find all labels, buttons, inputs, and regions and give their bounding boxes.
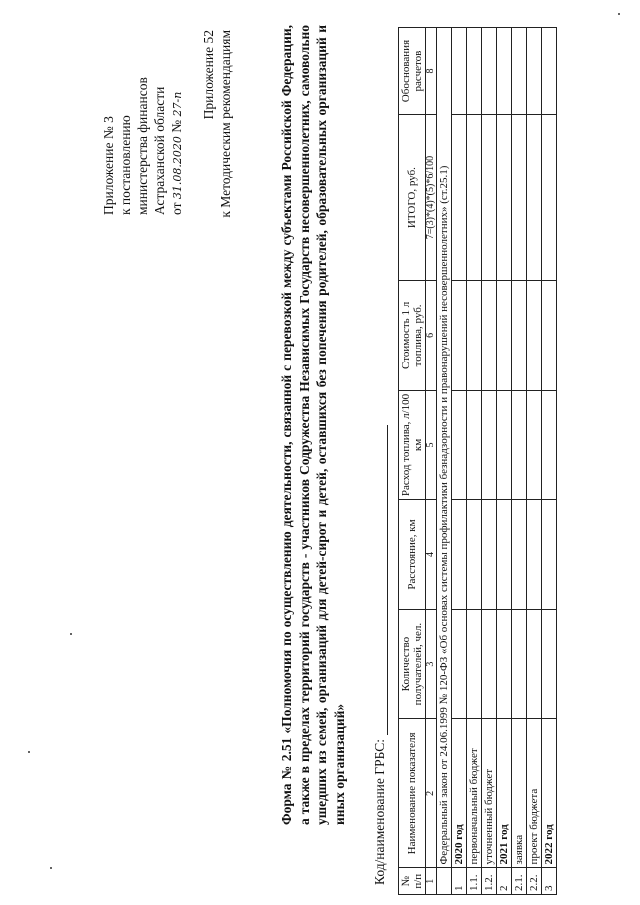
row-name: первоначальный бюджет bbox=[467, 719, 482, 868]
law-row bbox=[437, 28, 452, 895]
row-number: 1.2. bbox=[482, 868, 497, 895]
empty-cell bbox=[467, 115, 482, 281]
empty-cell bbox=[512, 609, 527, 719]
empty-cell bbox=[482, 28, 497, 115]
empty-cell bbox=[467, 281, 482, 391]
form-title: Форма № 2.51 «Полномочия по осуществлению деятельности, связанной с перевозкой между субъектами Российской Федерации, а также в пределах территорий государств - участников Содружества Независимых Государств несовершеннолетних, самовольно ушедших из семей, организаций для детей-сирот и детей, оставшихся без попечения родителей, образовательных организаций и иных организаций» bbox=[279, 25, 347, 825]
empty-cell bbox=[512, 115, 527, 281]
empty-cell bbox=[542, 390, 557, 500]
header-cell: Стоимость 1 л топлива, руб. bbox=[399, 281, 426, 391]
row-name: уточненный бюджет bbox=[482, 719, 497, 868]
appendix-number-sign: № bbox=[169, 119, 184, 133]
empty-cell bbox=[482, 500, 497, 610]
empty-cell bbox=[527, 28, 542, 115]
row-number: 1.1. bbox=[467, 868, 482, 895]
empty-cell bbox=[467, 609, 482, 719]
table-row bbox=[512, 28, 527, 895]
scan-speck bbox=[618, 13, 620, 15]
empty-cell bbox=[512, 281, 527, 391]
header-cell: ИТОГО, руб. bbox=[399, 115, 426, 281]
column-number: 7=(3)*(4)*(5)*6/100 bbox=[426, 115, 437, 281]
appendix-line-3: министерства финансов bbox=[135, 77, 150, 215]
table-row bbox=[452, 28, 467, 895]
row-number: 2.1. bbox=[512, 868, 527, 895]
empty-cell bbox=[482, 281, 497, 391]
row-name: проект бюджета bbox=[527, 719, 542, 868]
row-number: 1 bbox=[452, 868, 467, 895]
appendix-line-2: к постановлению bbox=[118, 115, 133, 215]
header-cell: Расход топлива, л/100 км bbox=[399, 390, 426, 500]
header-cell: Наименование показателя bbox=[399, 719, 426, 868]
empty-cell bbox=[482, 390, 497, 500]
empty-cell bbox=[497, 390, 512, 500]
appendix-block bbox=[100, 35, 186, 215]
empty-cell bbox=[467, 28, 482, 115]
column-number: 3 bbox=[426, 609, 437, 719]
appendix-52-line-2: к Методическим рекомендациям bbox=[218, 30, 233, 218]
appendix-line-1: Приложение № 3 bbox=[101, 116, 116, 215]
appendix-52-line-1: Приложение 52 bbox=[201, 30, 216, 120]
row-name: 2022 год bbox=[542, 719, 557, 868]
empty-cell bbox=[482, 115, 497, 281]
empty-cell bbox=[452, 390, 467, 500]
empty-cell bbox=[497, 115, 512, 281]
row-number: 3 bbox=[542, 868, 557, 895]
empty-cell bbox=[452, 115, 467, 281]
empty-cell bbox=[452, 28, 467, 115]
empty-cell bbox=[527, 115, 542, 281]
row-name: 2021 год bbox=[497, 719, 512, 868]
empty-cell bbox=[527, 390, 542, 500]
handwritten-number: 27-п bbox=[171, 91, 184, 117]
form-table bbox=[398, 27, 557, 895]
empty-cell bbox=[527, 609, 542, 719]
table-row bbox=[542, 28, 557, 895]
header-cell: Расстояние, км bbox=[399, 500, 426, 610]
grbs-field bbox=[372, 425, 388, 885]
law-empty-cell bbox=[437, 868, 452, 895]
appendix-52-block bbox=[200, 30, 234, 265]
row-number: 2.2. bbox=[527, 868, 542, 895]
column-number: 4 bbox=[426, 500, 437, 610]
empty-cell bbox=[542, 500, 557, 610]
appendix-date-line bbox=[168, 35, 186, 215]
empty-cell bbox=[527, 281, 542, 391]
empty-cell bbox=[542, 609, 557, 719]
scan-speck bbox=[50, 867, 52, 869]
column-number-row bbox=[426, 28, 437, 895]
empty-cell bbox=[452, 609, 467, 719]
grbs-label: Код/наименование ГРБС: bbox=[372, 739, 387, 885]
table-row bbox=[527, 28, 542, 895]
empty-cell bbox=[542, 281, 557, 391]
scan-speck bbox=[28, 751, 30, 753]
appendix-line-4: Астраханской области bbox=[152, 86, 167, 215]
empty-cell bbox=[452, 281, 467, 391]
table-row bbox=[497, 28, 512, 895]
column-number: 8 bbox=[426, 28, 437, 115]
column-number: 1 bbox=[426, 868, 437, 895]
header-cell: Количество получателей, чел. bbox=[399, 609, 426, 719]
empty-cell bbox=[467, 390, 482, 500]
table-row bbox=[467, 28, 482, 895]
empty-cell bbox=[467, 500, 482, 610]
grbs-underline bbox=[387, 425, 388, 735]
empty-cell bbox=[512, 390, 527, 500]
empty-cell bbox=[497, 609, 512, 719]
row-name: 2020 год bbox=[452, 719, 467, 868]
column-number: 2 bbox=[426, 719, 437, 868]
empty-cell bbox=[542, 28, 557, 115]
empty-cell bbox=[527, 500, 542, 610]
row-name: заявка bbox=[512, 719, 527, 868]
header-cell: Обоснования расчетов bbox=[399, 28, 426, 115]
empty-cell bbox=[452, 500, 467, 610]
appendix-from: от bbox=[169, 202, 184, 215]
row-number: 2 bbox=[497, 868, 512, 895]
law-cell: Федеральный закон от 24.06.1999 № 120-ФЗ «Об основах системы профилактики безнадзорности и правонарушений несовершеннолетних» (ст.25.1) bbox=[437, 28, 452, 868]
column-number: 5 bbox=[426, 390, 437, 500]
empty-cell bbox=[497, 500, 512, 610]
header-cell: № п/п bbox=[399, 868, 426, 895]
empty-cell bbox=[512, 28, 527, 115]
empty-cell bbox=[512, 500, 527, 610]
header-row bbox=[399, 28, 426, 895]
handwritten-date: 31.08.2020 bbox=[171, 136, 184, 200]
table-row bbox=[482, 28, 497, 895]
empty-cell bbox=[542, 115, 557, 281]
column-number: 6 bbox=[426, 281, 437, 391]
empty-cell bbox=[497, 281, 512, 391]
empty-cell bbox=[497, 28, 512, 115]
scan-speck bbox=[70, 633, 72, 635]
empty-cell bbox=[482, 609, 497, 719]
